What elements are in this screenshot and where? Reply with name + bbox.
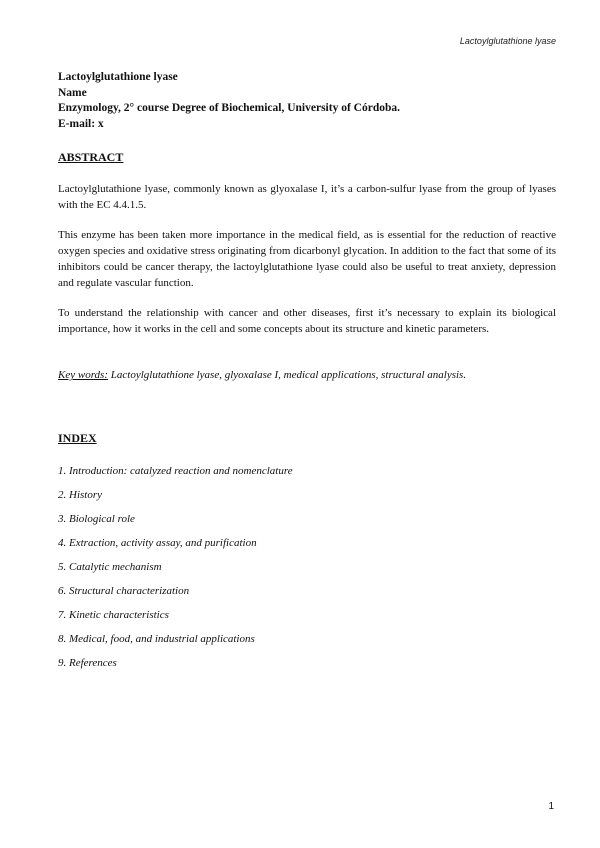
author-email: E-mail: x (58, 117, 104, 130)
keywords-text: Lactoylglutathione lyase, glyoxalase I, medical applications, structural analysis. (108, 369, 467, 381)
running-header: Lactoylglutathione lyase (459, 36, 556, 46)
document-body (58, 70, 556, 679)
index-item: 7. Kinetic characteristics (58, 609, 169, 621)
index-list (58, 463, 556, 679)
author-name: Name (58, 86, 87, 99)
index-item: 6. Structural characterization (58, 585, 190, 597)
document-title: Lactoylglutathione lyase (58, 71, 178, 83)
index-item: 8. Medical, food, and industrial applications (58, 633, 255, 645)
index-item: 9. References (58, 657, 117, 669)
abstract-paragraph-1: Lactoylglutathione lyase, commonly known as glyoxalase I, it’s a carbon-sulfur lyase from the group of lyases with the EC 4.4.1.5. (58, 183, 556, 211)
course-affiliation: Enzymology, 2° course Degree of Biochemical, University of Córdoba. (58, 102, 400, 114)
abstract-paragraph-2: This enzyme has been taken more importance in the medical field, as is essential for the reduction of reactive oxygen species and oxidative stress originating from dicarbonyl glycation. In addition to the fact that some of its inhibitors could be cancer therapy, the lactoylglutathione lyase could also be useful to treat anxiety, depression and regulate vascular function. (58, 229, 556, 289)
keywords-label: Key words: (58, 369, 109, 381)
title-block (58, 70, 556, 132)
abstract-heading: ABSTRACT (58, 150, 124, 164)
index-heading: INDEX (58, 431, 97, 445)
index-item: 5. Catalytic mechanism (58, 561, 162, 573)
page-number: 1 (548, 801, 554, 812)
index-item: 4. Extraction, activity assay, and purification (58, 537, 257, 549)
index-item: 3. Biological role (58, 513, 135, 525)
abstract-paragraph-3: To understand the relationship with cancer and other diseases, first it’s necessary to explain its biological importance, how it works in the cell and some concepts about its structure and kinetic parameters. (58, 307, 556, 335)
index-item: 1. Introduction: catalyzed reaction and nomenclature (58, 465, 293, 477)
keywords (58, 367, 556, 383)
index-item: 2. History (58, 489, 102, 501)
